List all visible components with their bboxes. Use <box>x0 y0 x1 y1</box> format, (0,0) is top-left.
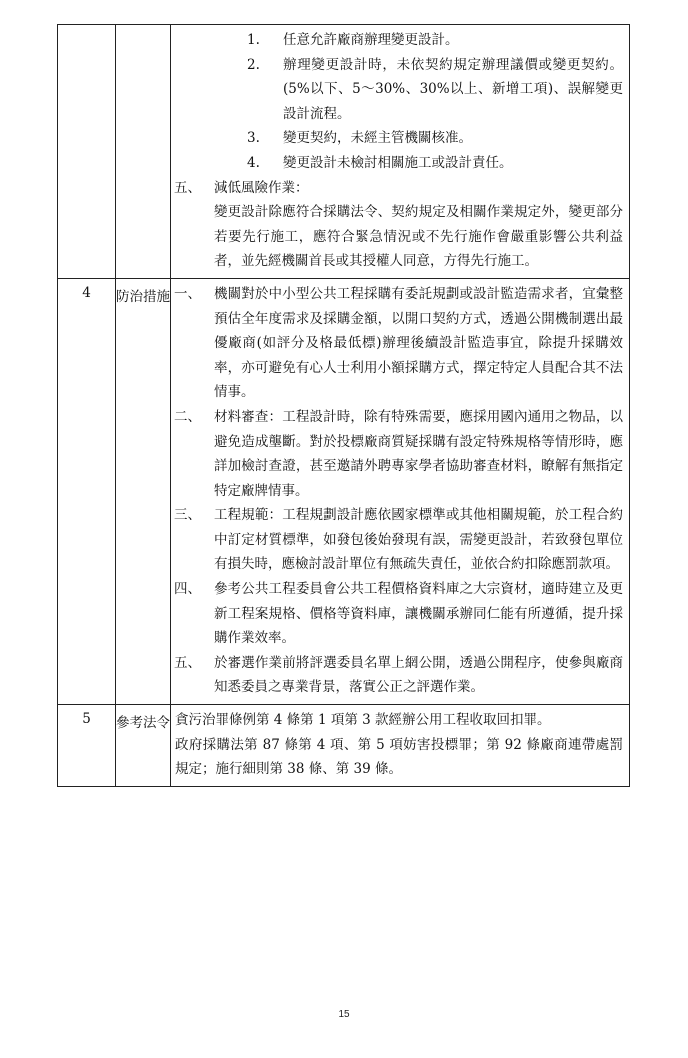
item-text: 變更契約，未經主管機關核准。 <box>283 130 472 147</box>
row-category-cell: 參考法令 <box>116 705 171 787</box>
item-label: 三、 <box>174 507 201 524</box>
list-item <box>171 577 623 651</box>
row-category-cell: 防治措施 <box>116 278 171 704</box>
row-content-cell <box>171 705 630 787</box>
row-category-cell <box>116 25 171 279</box>
list-item <box>171 28 623 53</box>
item-text: 變更設計未檢討相關施工或設計責任。 <box>283 154 513 171</box>
item-label: 2. <box>247 56 260 73</box>
list-item <box>171 176 623 201</box>
row-number-cell: 4 <box>58 278 116 704</box>
item-label: 3. <box>247 130 260 147</box>
list-item <box>171 503 623 577</box>
item-label: 二、 <box>174 408 201 425</box>
item-body-text: 變更設計除應符合採購法令、契約規定及相關作業規定外，變更部分若要先行施工，應符合緊急情況或不先行施作會嚴重影響公共利益者，並先經機關首長或其授權人同意，方得先行施工。 <box>214 204 623 270</box>
item-text: 於審選作業前將評選委員名單上網公開，透過公開程序，使參與廠商知悉委員之專業背景，落實公正之評選作業。 <box>214 654 623 696</box>
row-content-cell <box>171 25 630 279</box>
legal-reference: 貪污治罪條例第 4 條第 1 項第 3 款經辦公用工程收取回扣罪。 <box>175 712 551 729</box>
item-label: 四、 <box>174 581 201 598</box>
risk-table <box>57 24 630 787</box>
item-text: 機關對於中小型公共工程採購有委託規劃或設計監造需求者，宜彙整預估全年度需求及採購金額，以開口契約方式，透過公開機制選出最優廠商(如評分及格最低標)辦理後續設計監造事宜，除提升採購效率，亦可避免有心人士利用小額採購方式，擇定特定人員配合其不法情事。 <box>214 285 623 401</box>
item-text: 減低風險作業： <box>214 179 309 196</box>
table-row <box>58 705 630 787</box>
item-label: 1. <box>247 32 260 48</box>
list-item <box>171 405 623 503</box>
row-number-cell <box>58 25 116 279</box>
row-number-cell: 5 <box>58 705 116 787</box>
list-item <box>171 151 623 176</box>
item-text: 辦理變更設計時，未依契約規定辦理議價或變更契約。(5%以下、5～30%、30%以上、新增工項)、誤解變更設計流程。 <box>283 56 623 122</box>
item-label: 一、 <box>174 285 201 302</box>
legal-reference: 政府採購法第 87 條第 4 項、第 5 項妨害投標罪；第 92 條廠商連帶處罰規定；施行細則第 38 條、第 39 條。 <box>175 736 623 778</box>
list-item <box>171 651 623 700</box>
item-label: 五、 <box>174 654 201 671</box>
row-content-cell <box>171 278 630 704</box>
item-label: 4. <box>247 154 260 171</box>
page-number: 15 <box>338 1009 350 1020</box>
table-row <box>58 25 630 279</box>
item-text: 任意允許廠商辦理變更設計。 <box>283 32 459 48</box>
item-text: 工程規範：工程規劃設計應依國家標準或其他相關規範，於工程合約中訂定材質標準，如發包後始發現有誤，需變更設計，若致發包單位有損失時，應檢討設計單位有無疏失責任，並依合約扣除應罰款項。 <box>214 507 623 573</box>
item-text: 參考公共工程委員會公共工程價格資料庫之大宗資材，適時建立及更新工程案規格、價格等資料庫，讓機關承辦同仁能有所遵循，提升採購作業效率。 <box>214 581 623 647</box>
item-text: 材料審查：工程設計時，除有特殊需要，應採用國內通用之物品，以避免造成壟斷。對於投標廠商質疑採購有設定特殊規格等情形時，應詳加檢討查證，甚至邀請外聘專家學者協助審查材料，瞭解有無指定特定廠牌情事。 <box>214 408 623 499</box>
list-item <box>171 282 623 405</box>
table-row <box>58 278 630 704</box>
list-item <box>171 126 623 151</box>
item-label: 五、 <box>174 179 201 196</box>
list-item <box>171 53 623 127</box>
